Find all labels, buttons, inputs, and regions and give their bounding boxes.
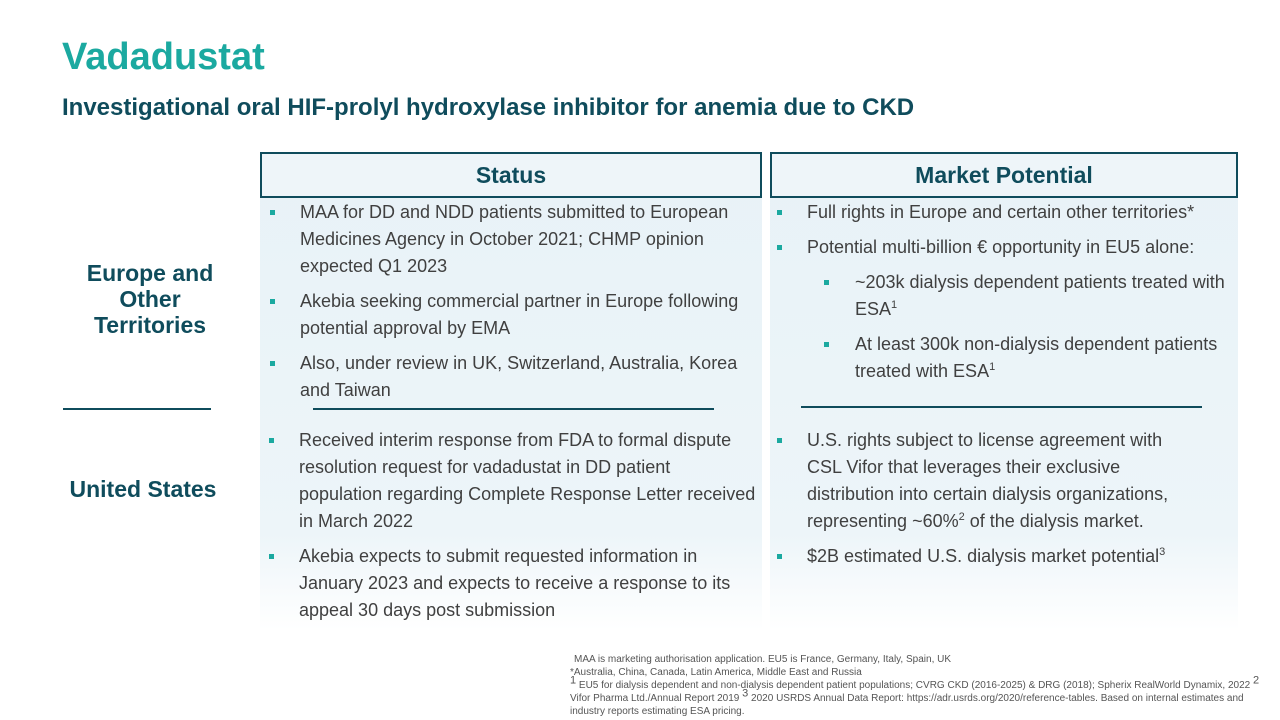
list-item-text: At least 300k non-dialysis dependent patients treated with ESA	[855, 334, 1218, 381]
status-header: Status	[260, 152, 762, 198]
bullet-icon	[270, 299, 275, 304]
list-item-text: ~203k dialysis dependent patients treated with ESA	[855, 272, 1225, 319]
list-item	[767, 331, 1237, 385]
footnote-text: Vifor Pharma Ltd./Annual Report 2019	[570, 693, 740, 704]
list-item	[259, 543, 757, 624]
region-europe-label	[62, 260, 238, 338]
region-europe-line1: Europe and	[86, 260, 214, 286]
list-item-text: Also, under review in UK, Switzerland, Australia, Korea and Taiwan	[300, 353, 738, 400]
region-europe-line3: Territories	[93, 312, 207, 338]
bullet-icon	[269, 554, 274, 559]
us-market-list	[767, 427, 1187, 570]
list-item	[259, 427, 757, 535]
bullet-icon	[777, 245, 782, 250]
footnote-line1: MAA is marketing authorisation application. EU5 is France, Germany, Italy, Spain, UK	[574, 654, 952, 665]
list-item-text: of the dialysis market.	[964, 511, 1144, 531]
footnote-line2: *Australia, China, Canada, Latin America, Middle East and Russia	[570, 667, 862, 678]
europe-status-list	[260, 199, 760, 404]
footnote-text: EU5 for dialysis dependent and non-dialysis dependent patient populations; CVRG CKD (2016-2025) & DRG (2018); Spherix RealWorld Dynamix, 2022	[576, 680, 1251, 691]
list-item	[767, 269, 1237, 323]
bullet-icon	[270, 361, 275, 366]
list-item	[260, 350, 760, 404]
region-us-label: United States	[69, 476, 217, 502]
region-europe-line2: Other	[119, 286, 181, 312]
list-item	[767, 543, 1187, 570]
slide-title: Vadadustat	[62, 36, 265, 78]
market-header: Market Potential	[770, 152, 1238, 198]
footnote-marker: 3	[742, 687, 749, 700]
list-item-text: $2B estimated U.S. dialysis market potential	[807, 546, 1160, 566]
bullet-icon	[824, 280, 829, 285]
footnote-marker: 2	[1252, 674, 1260, 687]
footnote-marker: 2	[958, 511, 965, 523]
list-item-text: Received interim response from FDA to formal dispute resolution request for vadadustat in DD patient population regarding Complete Response Letter received in March 2022	[299, 430, 756, 531]
footnotes	[570, 653, 1260, 718]
list-item-text: Akebia seeking commercial partner in Europe following potential approval by EMA	[300, 291, 739, 338]
list-item-text: U.S. rights subject to license agreement with CSL Vifor that leverages their exclusive distribution into certain dialysis organizations, representing ~60%	[807, 430, 1169, 531]
bullet-icon	[777, 438, 782, 443]
slide-subtitle: Investigational oral HIF-prolyl hydroxylase inhibitor for anemia due to CKD	[62, 94, 915, 121]
status-divider	[313, 408, 714, 410]
list-item	[767, 234, 1237, 261]
bullet-icon	[269, 438, 274, 443]
footnote-marker: 3	[1159, 546, 1166, 558]
list-item	[767, 199, 1237, 226]
list-item	[260, 288, 760, 342]
footnote-refs	[570, 674, 1260, 718]
bullet-icon	[777, 554, 782, 559]
list-item-text: Potential multi-billion € opportunity in EU5 alone:	[807, 237, 1195, 257]
us-status-list	[259, 427, 757, 624]
bullet-icon	[777, 210, 782, 215]
footnote-text: 2020 USRDS Annual Data Report: https://adr.usrds.org/2020/reference-tables. Based on internal estimates and industry reports estimating ESA pricing.	[570, 693, 1244, 717]
list-item	[260, 199, 760, 280]
list-item-text: Akebia expects to submit requested information in January 2023 and expects to receive a response to its appeal 30 days post submission	[299, 546, 731, 620]
footnote-marker: 1	[989, 361, 996, 373]
bullet-icon	[824, 342, 829, 347]
region-divider	[63, 408, 211, 410]
market-divider	[801, 406, 1202, 408]
bullet-icon	[270, 210, 275, 215]
list-item	[767, 427, 1187, 535]
footnote-marker: 1	[891, 299, 898, 311]
europe-market-list	[767, 199, 1237, 385]
list-item-text: Full rights in Europe and certain other territories*	[807, 202, 1195, 222]
footnote-marker: 1	[570, 674, 577, 687]
list-item-text: MAA for DD and NDD patients submitted to European Medicines Agency in October 2021; CHMP opinion expected Q1 2023	[300, 202, 729, 276]
